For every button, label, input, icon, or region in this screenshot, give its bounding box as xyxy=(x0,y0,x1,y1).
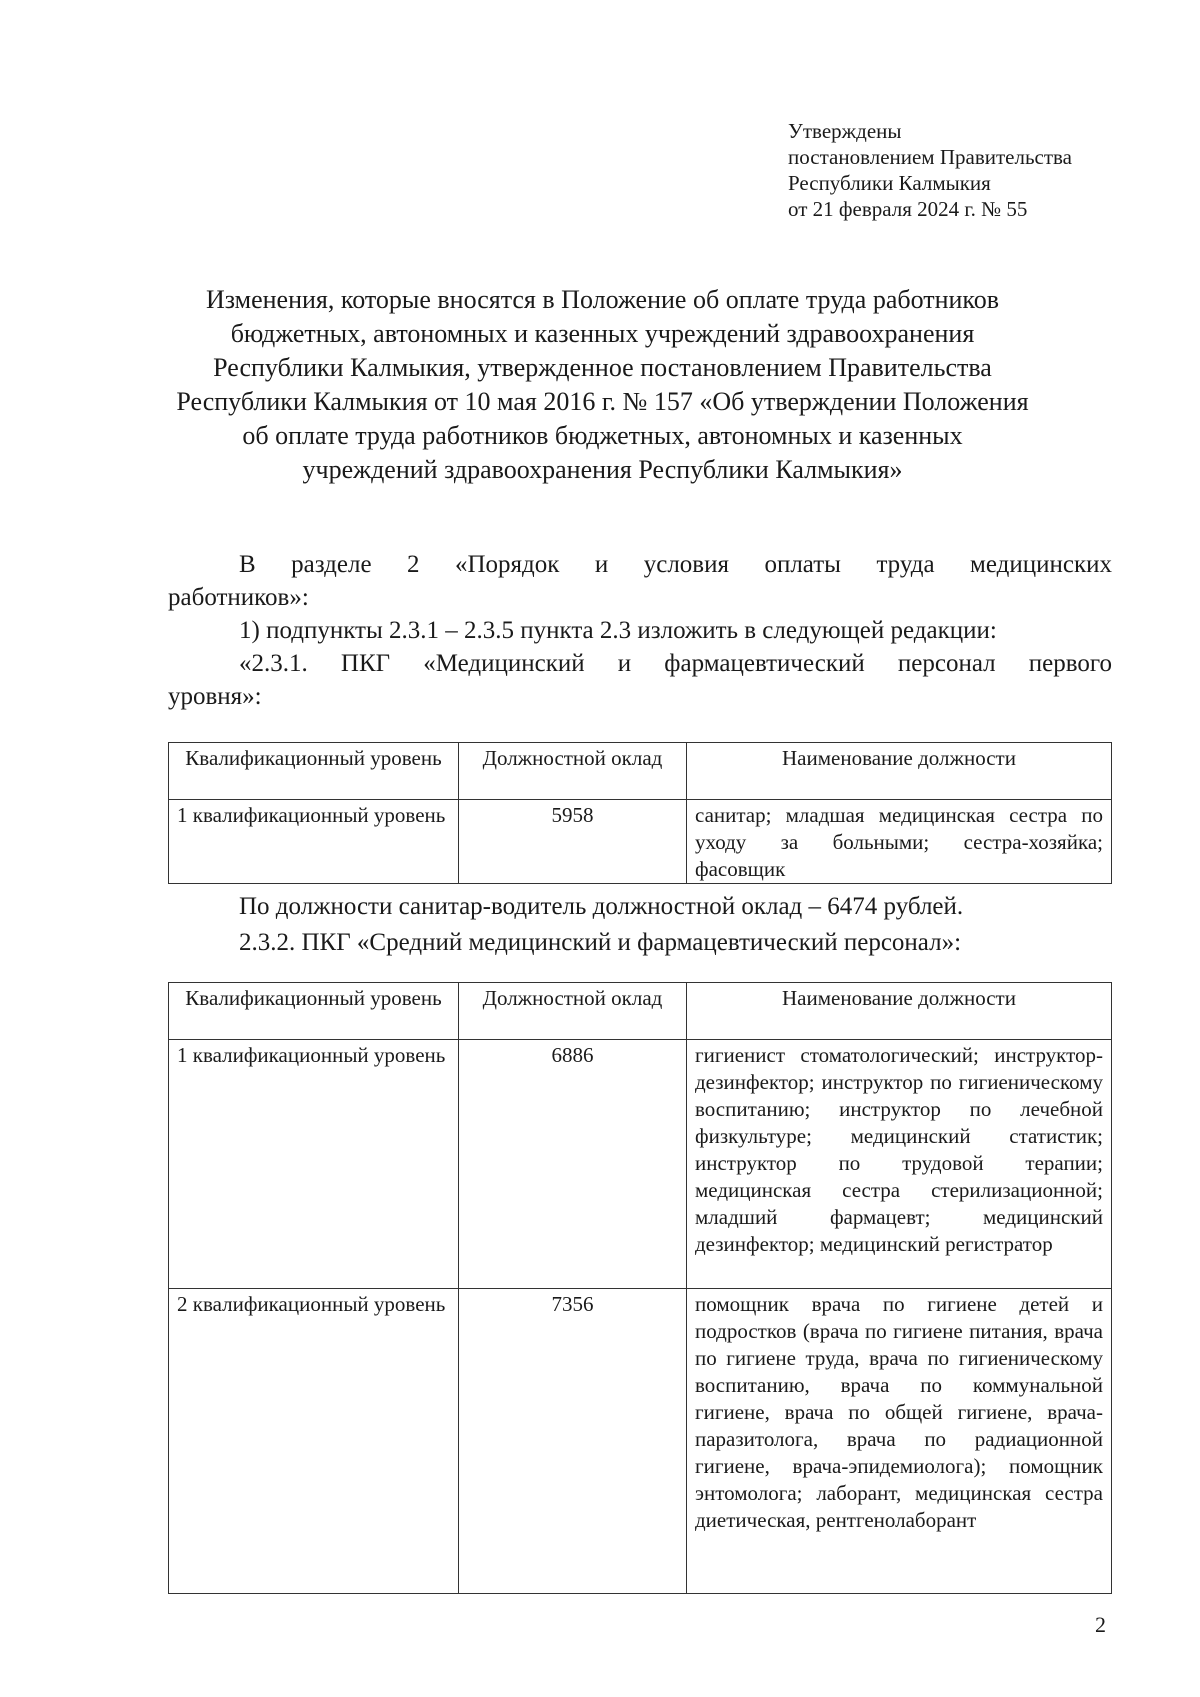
paragraph-note xyxy=(168,890,1112,923)
table-cell-positions: санитар; младшая медицинская сестра по уходу за больными; сестра-хозяйка; фасовщик xyxy=(687,800,1112,884)
table-header-cell: Наименование должности xyxy=(687,743,1112,800)
title-line: бюджетных, автономных и казенных учреждений здравоохранения xyxy=(230,319,975,348)
paragraph-section-intro xyxy=(168,548,1112,614)
approval-line: Утверждены xyxy=(788,119,902,143)
approval-line: Республики Калмыкия xyxy=(788,171,991,195)
paragraph-line: По должности санитар-водитель должностной оклад – 6474 рублей. xyxy=(239,893,964,920)
table-cell-level: 2 квалификационный уровень xyxy=(169,1289,459,1594)
paragraph-line: В разделе 2 «Порядок и условия оплаты труда медицинских xyxy=(239,551,1112,578)
paragraph-pkg-first-level xyxy=(168,647,1112,713)
table-header-cell: Наименование должности xyxy=(687,983,1112,1040)
table-header-row xyxy=(169,983,1112,1040)
paragraph-line: работников»: xyxy=(168,584,309,611)
paragraph-line: «2.3.1. ПКГ «Медицинский и фармацевтический персонал первого xyxy=(239,650,1112,677)
table-header-row xyxy=(169,743,1112,800)
paragraph-pkg-middle xyxy=(168,926,1112,959)
paragraph-line: уровня»: xyxy=(168,683,262,710)
paragraph-amendment xyxy=(168,614,1112,647)
paragraph-line: 1) подпункты 2.3.1 – 2.3.5 пункта 2.3 изложить в следующей редакции: xyxy=(239,617,997,644)
table-row xyxy=(169,1289,1112,1594)
table-header-cell: Квалификационный уровень xyxy=(169,983,459,1040)
table-cell-salary: 7356 xyxy=(459,1289,687,1594)
approval-line: от 21 февраля 2024 г. № 55 xyxy=(788,197,1028,221)
title-line: об оплате труда работников бюджетных, автономных и казенных xyxy=(242,421,963,450)
table-row xyxy=(169,800,1112,884)
table-header-cell: Квалификационный уровень xyxy=(169,743,459,800)
table-cell-positions: гигиенист стоматологический; инструктор-дезинфектор; инструктор по гигиеническому воспитанию; инструктор по лечебной физкультуре; медицинский статистик; инструктор по трудовой терапии; медицинская сестра стерилизационной; младший фармацевт; медицинский дезинфектор; медицинский регистратор xyxy=(687,1040,1112,1289)
table-row xyxy=(169,1040,1112,1289)
table-cell-positions: помощник врача по гигиене детей и подростков (врача по гигиене питания, врача по гигиене труда, врача по гигиеническому воспитанию, врача по коммунальной гигиене, врача по общей гигиене, врача-паразитолога, врача по радиационной гигиене, врача-эпидемиолога); помощник энтомолога; лаборант, медицинская сестра диетическая, рентгенолаборант xyxy=(687,1289,1112,1594)
page-number: 2 xyxy=(1095,1612,1106,1637)
table-header-cell: Должностной оклад xyxy=(459,983,687,1040)
table-cell-salary: 5958 xyxy=(459,800,687,884)
table-cell-level: 1 квалификационный уровень xyxy=(169,1040,459,1289)
table-cell-level: 1 квалификационный уровень xyxy=(169,800,459,884)
paragraph-line: 2.3.2. ПКГ «Средний медицинский и фармацевтический персонал»: xyxy=(239,929,962,956)
title-line: учреждений здравоохранения Республики Калмыкия» xyxy=(302,455,903,484)
table-cell-salary: 6886 xyxy=(459,1040,687,1289)
approval-stamp xyxy=(788,118,1072,222)
title-line: Республики Калмыкия, утвержденное постановлением Правительства xyxy=(213,353,992,382)
salary-table-middle-personnel xyxy=(168,982,1112,1594)
title-line: Изменения, которые вносятся в Положение об оплате труда работников xyxy=(205,285,1000,314)
title-line: Республики Калмыкия от 10 мая 2016 г. № 157 «Об утверждении Положения xyxy=(176,387,1029,416)
document-title xyxy=(150,283,1055,487)
table-header-cell: Должностной оклад xyxy=(459,743,687,800)
approval-line: постановлением Правительства xyxy=(788,145,1073,169)
salary-table-first-level xyxy=(168,742,1112,884)
